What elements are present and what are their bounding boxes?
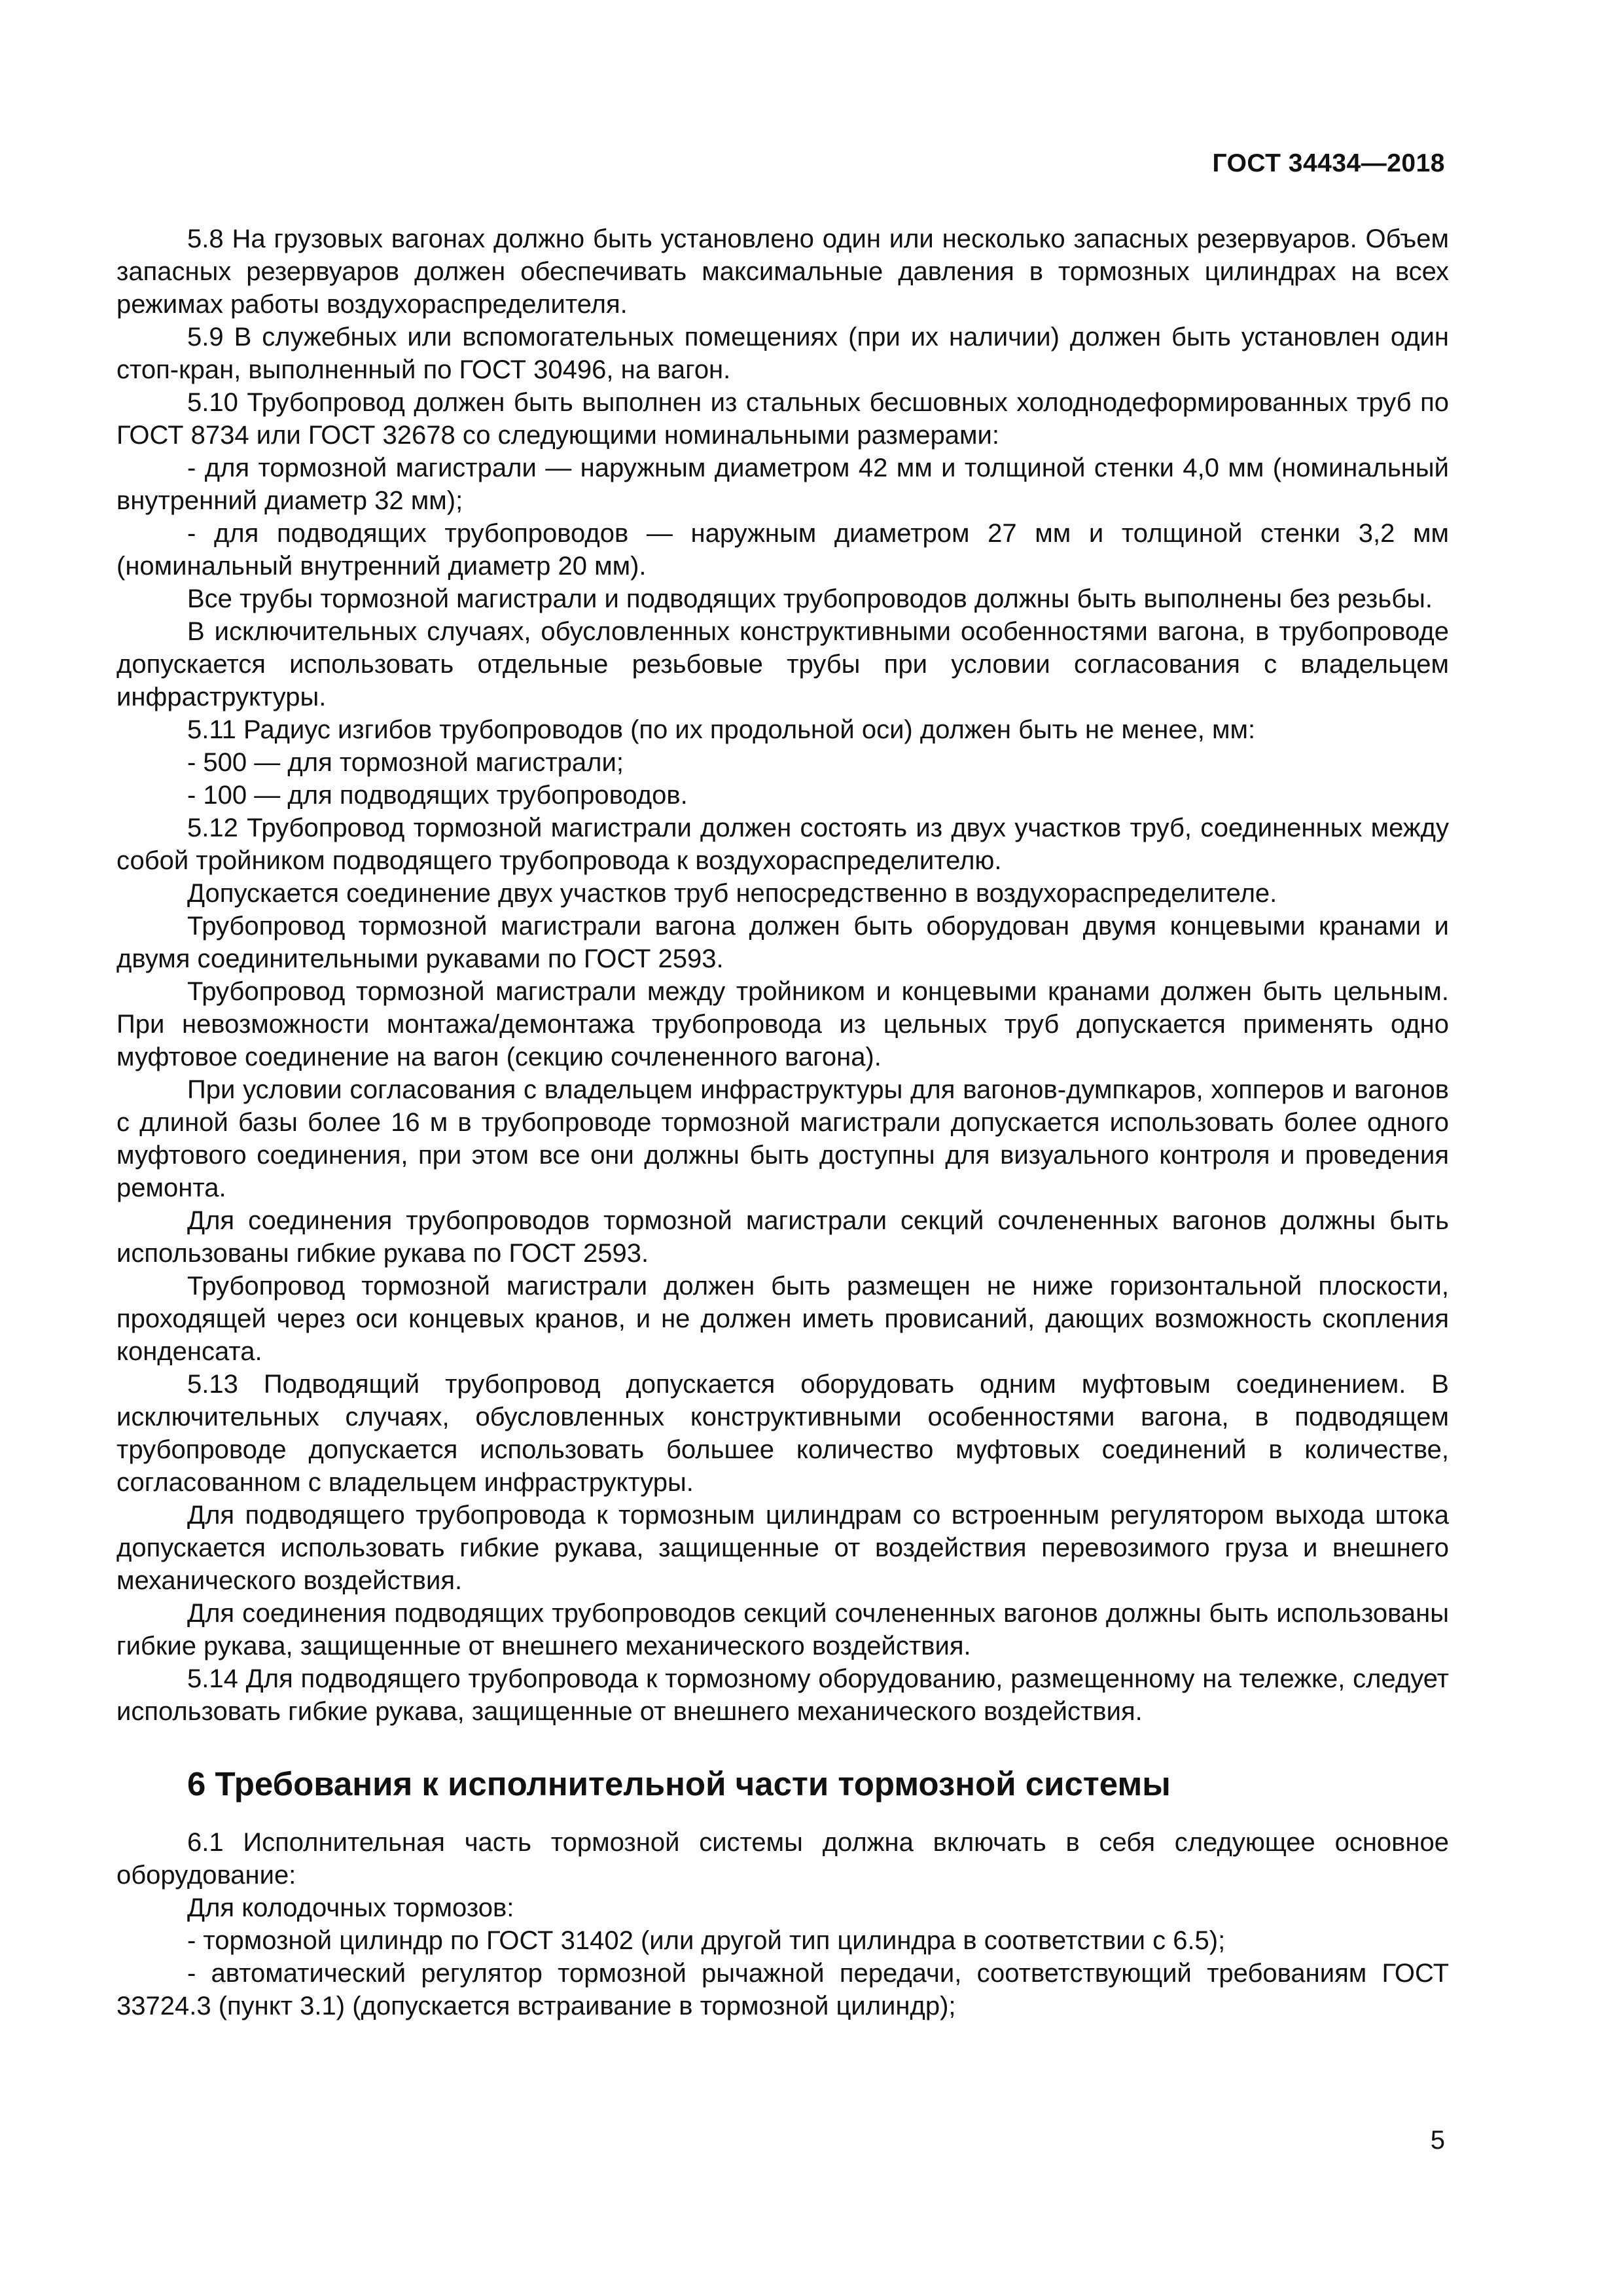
paragraph-5-10: 5.10 Трубопровод должен быть выполнен из стальных бесшовных холоднодеформированных труб по ГОСТ 8734 или ГОСТ 32678 со следующими номинальными размерами: xyxy=(116,388,1449,450)
paragraph-5-14: 5.14 Для подводящего трубопровода к тормозному оборудованию, размещенному на тележке, следует использовать гибкие рукава, защищенные от внешнего механического воздействия. xyxy=(116,1664,1449,1726)
paragraph: Для соединения подводящих трубопроводов секций сочлененных вагонов должны быть использованы гибкие рукава, защищенные от внешнего механического воздействия. xyxy=(116,1599,1449,1660)
paragraph: В исключительных случаях, обусловленных конструктивными особенностями вагона, в трубопроводе допускается использовать отдельные резьбовые трубы при условии согласования с владельцем инфраструктуры. xyxy=(116,617,1449,711)
paragraph: Для соединения трубопроводов тормозной магистрали секций сочлененных вагонов должны быть использованы гибкие рукава по ГОСТ 2593. xyxy=(116,1206,1449,1268)
list-item: - для тормозной магистрали — наружным диаметром 42 мм и толщиной стенки 4,0 мм (номинальный внутренний диаметр 32 мм); xyxy=(116,454,1449,515)
list-item: - 100 — для подводящих трубопроводов. xyxy=(187,781,688,810)
paragraph: Все трубы тормозной магистрали и подводящих трубопроводов должны быть выполнены без резьбы. xyxy=(187,584,1433,613)
paragraph: При условии согласования с владельцем инфраструктуры для вагонов-думпкаров, хопперов и вагонов с длиной базы более 16 м в трубопроводе тормозной магистрали допускается использовать более одного муфтового соединения, при этом все они должны быть доступны для визуального контроля и проведения ремонта. xyxy=(116,1075,1449,1202)
list-item: - тормозной цилиндр по ГОСТ 31402 (или другой тип цилиндра в соответствии с 6.5); xyxy=(187,1926,1226,1955)
paragraph: Для подводящего трубопровода к тормозным цилиндрам со встроенным регулятором выхода штока допускается использовать гибкие рукава, защищенные от воздействия перевозимого груза и внешнего механического воздействия. xyxy=(116,1501,1449,1595)
page-number: 5 xyxy=(1430,2126,1445,2155)
list-item: - 500 — для тормозной магистрали; xyxy=(187,748,624,777)
paragraph: Трубопровод тормозной магистрали между тройником и концевыми кранами должен быть цельным. При невозможности монтажа/демонтажа трубопровода из цельных труб допускается применять одно муфтовое соединение на вагон (секцию сочлененного вагона). xyxy=(116,977,1449,1071)
section-heading: 6 Требования к исполнительной части тормозной системы xyxy=(187,1765,1171,1803)
paragraph-5-13: 5.13 Подводящий трубопровод допускается оборудовать одним муфтовым соединением. В исключительных случаях, обусловленных конструктивными особенностями вагона, в подводящем трубопроводе допускается использовать большее количество муфтовых соединений в количестве, согласованном с владельцем инфраструктуры. xyxy=(116,1370,1449,1497)
paragraph-6-1: 6.1 Исполнительная часть тормозной системы должна включать в себя следующее основное оборудование: xyxy=(116,1828,1449,1890)
paragraph-5-11: 5.11 Радиус изгибов трубопроводов (по их продольной оси) должен быть не менее, мм: xyxy=(187,715,1256,744)
list-item: - автоматический регулятор тормозной рычажной передачи, соответствующий требованиям ГОСТ 33724.3 (пункт 3.1) (допускается встраивание в тормозной цилиндр); xyxy=(116,1959,1449,2020)
list-item: - для подводящих трубопроводов — наружным диаметром 27 мм и толщиной стенки 3,2 мм (номинальный внутренний диаметр 20 мм). xyxy=(116,519,1449,581)
paragraph: Для колодочных тормозов: xyxy=(187,1893,514,1922)
paragraph-5-8: 5.8 На грузовых вагонах должно быть установлено один или несколько запасных резервуаров. Объем запасных резервуаров должен обеспечивать максимальные давления в тормозных цилиндрах на всех режимах работы воздухораспределителя. xyxy=(116,224,1449,319)
paragraph: Допускается соединение двух участков труб непосредственно в воздухораспределителе. xyxy=(187,879,1277,908)
paragraph: Трубопровод тормозной магистрали должен быть размещен не ниже горизонтальной плоскости, проходящей через оси концевых кранов, и не должен иметь провисаний, дающих возможность скопления конденсата. xyxy=(116,1272,1449,1366)
page-content xyxy=(116,223,1449,2022)
document-header: ГОСТ 34434—2018 xyxy=(1212,149,1445,177)
paragraph-5-9: 5.9 В служебных или вспомогательных помещениях (при их наличии) должен быть установлен один стоп-кран, выполненный по ГОСТ 30496, на вагон. xyxy=(116,323,1449,384)
paragraph-5-12: 5.12 Трубопровод тормозной магистрали должен состоять из двух участков труб, соединенных между собой тройником подводящего трубопровода к воздухораспределителю. xyxy=(116,814,1449,875)
paragraph: Трубопровод тормозной магистрали вагона должен быть оборудован двумя концевыми кранами и двумя соединительными рукавами по ГОСТ 2593. xyxy=(116,912,1449,973)
